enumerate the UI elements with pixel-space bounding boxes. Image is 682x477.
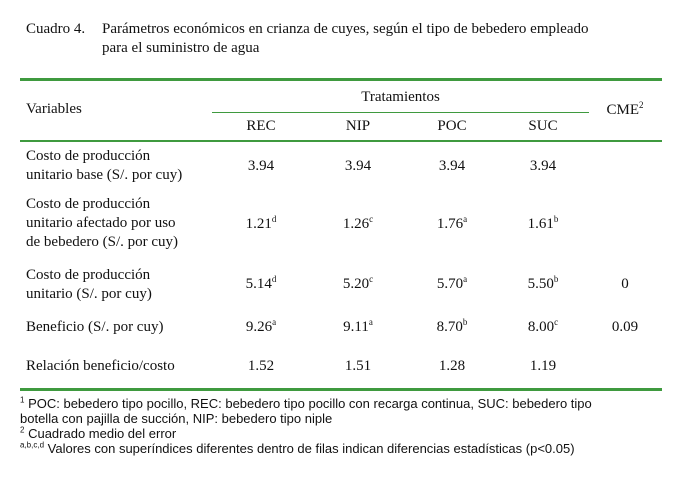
table-cell: 1.51 [344, 358, 372, 374]
table-header-rule [20, 140, 662, 142]
footnote-mark: 2 [20, 425, 25, 435]
table-caption [26, 20, 676, 58]
table-cell: 1.28 [438, 358, 466, 374]
row-label-beneficio [26, 318, 216, 337]
treatments-underline [212, 112, 589, 113]
row-label-line: Relación beneficio/costo [26, 358, 175, 374]
table-cell: 5.20$^c$ [342, 274, 374, 292]
row-label-costo-bebedero [26, 195, 216, 252]
table-cell: 3.94 [529, 158, 557, 174]
table-cell: 1.21$^d$ [245, 214, 277, 232]
column-header-suc: SUC [528, 118, 558, 134]
table-cell: 3.94 [344, 158, 372, 174]
header-variables: Variables [26, 101, 82, 117]
row-label-line: Beneficio (S/. por cuy) [26, 319, 164, 335]
column-header-rec: REC [246, 118, 276, 134]
cme-cell: 0.09 [611, 319, 639, 335]
footnote-text: Valores con superíndices diferentes dentro de filas indican diferencias estadísticas (p<0.05) [47, 441, 575, 456]
row-label-line: de bebedero (S/. por cuy) [26, 234, 179, 250]
row-label-line: unitario afectado por uso [26, 215, 176, 231]
table-cell: 5.50$^b$ [527, 274, 559, 292]
row-label-costo-unitario [26, 266, 216, 304]
row-label-line: unitario (S/. por cuy) [26, 286, 152, 302]
table-cell: 3.94 [247, 158, 275, 174]
footnotes [20, 396, 675, 456]
footnote-1 [20, 396, 675, 411]
header-treatments: Tratamientos [361, 89, 440, 105]
table-top-rule [20, 78, 662, 81]
footnote-2 [20, 426, 675, 441]
footnote-1-continued [20, 411, 675, 426]
row-label-line: Costo de producción [26, 267, 151, 283]
row-label-relacion [26, 357, 216, 376]
table-bottom-rule [20, 388, 662, 391]
table-cell: 8.00$^c$ [527, 317, 559, 335]
table-cell: 1.61$^b$ [527, 214, 559, 232]
caption-line-1 [26, 20, 676, 39]
header-cme-label: CME [606, 102, 639, 118]
row-label-line: Costo de producción [26, 148, 151, 164]
row-label-line: Costo de producción [26, 196, 151, 212]
header-cme [590, 101, 660, 120]
column-header-poc: POC [437, 118, 467, 134]
caption-title-line2: para el suministro de agua [102, 40, 260, 56]
table-cell: 8.70$^b$ [436, 317, 468, 335]
caption-title-line1: Parámetros económicos en crianza de cuyes, según el tipo de bebedero empleado [102, 21, 589, 37]
footnote-mark: a,b,c,d [20, 440, 45, 450]
header-cme-footnote: 2 [639, 100, 644, 110]
table-cell: 5.70$^a$ [436, 274, 468, 292]
table-cell: 1.19 [529, 358, 557, 374]
footnote-text: Cuadrado medio del error [28, 426, 177, 441]
table-cell: 3.94 [438, 158, 466, 174]
footnote-text: botella con pajilla de succión, NIP: bebedero tipo niple [20, 411, 333, 426]
cme-cell: 0 [621, 276, 629, 292]
table-cell: 9.26$^a$ [245, 317, 277, 335]
table-cell: 1.52 [247, 358, 275, 374]
table-cell: 5.14$^d$ [245, 274, 277, 292]
footnote-text: POC: bebedero tipo pocillo, REC: bebedero tipo pocillo con recarga continua, SUC: bebedero tipo [28, 396, 592, 411]
footnote-mark: 1 [20, 395, 25, 405]
footnote-3 [20, 441, 675, 456]
column-header-nip: NIP [345, 118, 371, 134]
table-cell: 1.76$^a$ [436, 214, 468, 232]
caption-number: Cuadro 4. [26, 21, 86, 37]
row-label-costo-base [26, 147, 216, 185]
row-label-line: unitario base (S/. por cuy) [26, 167, 183, 183]
table-cell: 1.26$^c$ [342, 214, 374, 232]
table-cell: 9.11$^a$ [343, 317, 373, 335]
